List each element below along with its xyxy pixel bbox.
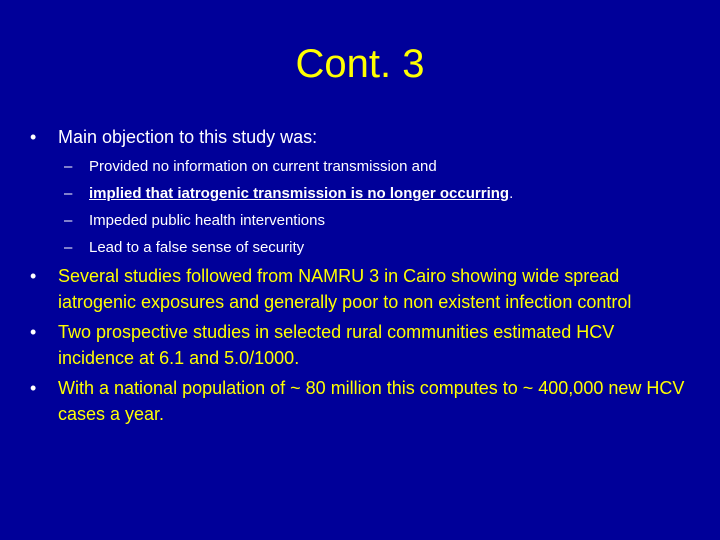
bullet-text: Main objection to this study was: — [58, 127, 318, 147]
sub-bullet-item — [0, 153, 720, 180]
sub-bullet-text: Lead to a false sense of security — [89, 239, 305, 256]
bullet-main-objection — [0, 124, 720, 150]
bullet-dot-icon: • — [30, 322, 37, 342]
bullet-text: Two prospective studies in selected rural communities estimated HCV incidence at 6.1 and 5.0/1000. — [58, 322, 615, 368]
sub-bullet-item — [0, 207, 720, 234]
dash-icon: – — [64, 239, 73, 256]
bullet-national-population — [0, 375, 720, 427]
sub-bullet-item — [0, 180, 720, 207]
slide-body — [0, 124, 720, 431]
sub-bullet-list — [0, 153, 720, 261]
bullet-dot-icon: • — [30, 127, 37, 147]
sub-bullet-text: Provided no information on current transmission and — [89, 158, 437, 175]
dash-icon: – — [64, 158, 73, 175]
sub-bullet-text: Impeded public health interventions — [89, 212, 325, 229]
bullet-dot-icon: • — [30, 266, 37, 286]
emphasized-text: implied that iatrogenic transmission is no longer occurring — [89, 185, 510, 202]
dash-icon: – — [64, 212, 73, 229]
dash-icon: – — [64, 185, 73, 202]
bullet-dot-icon: • — [30, 378, 37, 398]
slide-title: Cont. 3 — [295, 42, 425, 86]
bullet-namru-studies — [0, 263, 720, 315]
bullet-text: With a national population of ~ 80 million this computes to ~ 400,000 new HCV cases a year. — [58, 378, 685, 424]
sub-bullet-tail: . — [509, 185, 514, 202]
bullet-text: Several studies followed from NAMRU 3 in Cairo showing wide spread iatrogenic exposures and generally poor to non existent infection control — [58, 266, 632, 312]
bullet-prospective-studies — [0, 319, 720, 371]
sub-bullet-item — [0, 234, 720, 261]
